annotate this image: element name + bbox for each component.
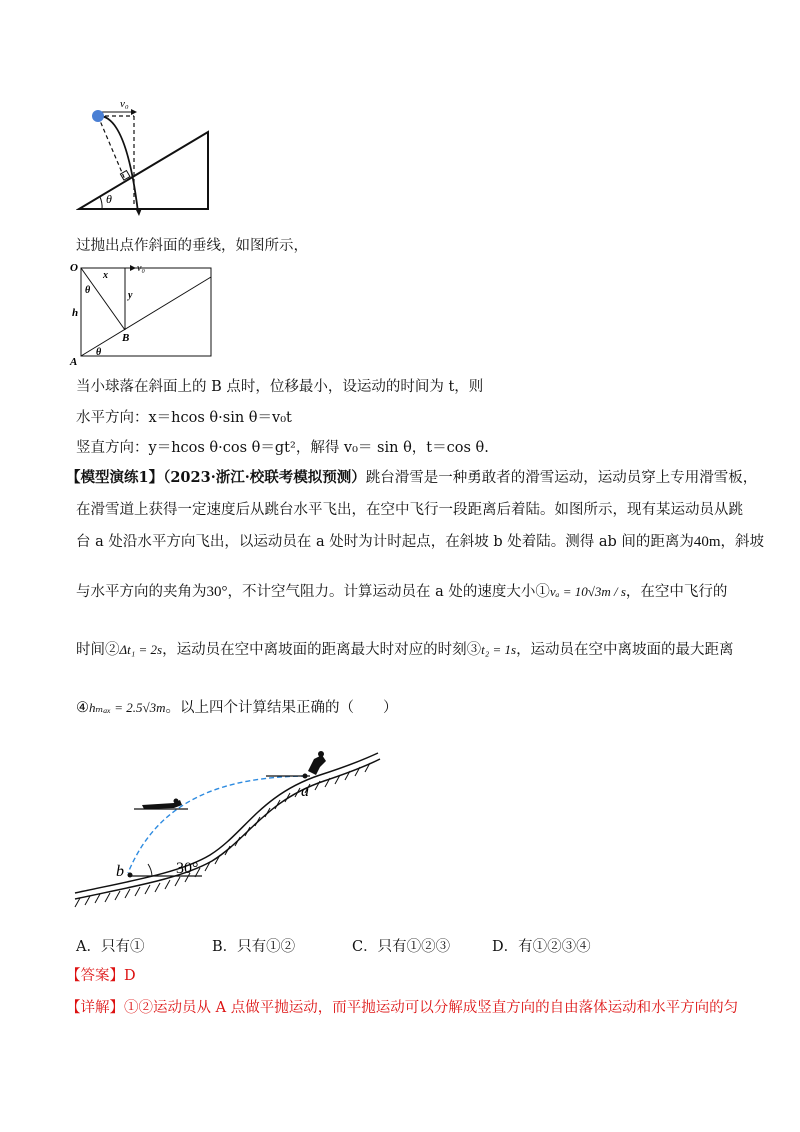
- detail-text: ①②运动员从 A 点做平抛运动，而平抛运动可以分解成竖直方向的自由落体运动和水平方向的匀: [124, 1000, 739, 1016]
- detail-tag: 【详解】: [66, 1000, 124, 1016]
- skier-flying-head: [174, 799, 179, 804]
- formula-velocity: vₐ = 10√3m / s: [549, 584, 626, 599]
- dashed-perpendicular: [98, 116, 126, 182]
- para-text-4b: ，不计空气阻力。计算运动员在 a 处的速度大小①: [227, 584, 550, 600]
- option-d[interactable]: D．有①②③④: [492, 939, 591, 955]
- para-text-5a: 时间②: [76, 642, 120, 658]
- angle-arc: [100, 197, 102, 209]
- text-line-1: 过抛出点作斜面的垂线，如图所示，: [76, 238, 308, 254]
- option-b[interactable]: B．只有①②: [212, 939, 296, 955]
- formula-time: Δt₁ = 2s: [119, 642, 163, 657]
- arrow-down: [135, 208, 142, 216]
- text-line-3: 水平方向：x＝hcos θ·sin θ＝v₀t: [76, 410, 292, 426]
- answer-value: D: [124, 968, 136, 984]
- paragraph-line-2: 在滑雪道上获得一定速度后从跳台水平飞出，在空中飞行一段距离后着陆。如图所示，现有某运动员从跳: [76, 502, 743, 518]
- para-text-3b: ，斜坡: [720, 534, 765, 550]
- paragraph-line-1: [66, 468, 757, 488]
- label-theta-1: θ: [106, 192, 112, 206]
- label-y: y: [128, 290, 133, 301]
- paragraph-line-5: [76, 640, 734, 660]
- skier-standing: [308, 755, 326, 775]
- white-mask: [82, 269, 210, 289]
- figure-geometry: [66, 257, 216, 367]
- text-line-4: 竖直方向：y＝hcos θ·cos θ＝gt²，解得 v₀＝ sin θ，t＝cos θ.: [76, 440, 489, 456]
- model-source: （2023·浙江·校联考模拟预测）: [163, 469, 366, 486]
- label-30deg: 30°: [176, 860, 199, 877]
- label-a: a: [301, 783, 309, 800]
- label-x: x: [103, 270, 108, 281]
- angle-arc-30: [148, 864, 152, 876]
- angle-value: 30°: [206, 584, 228, 600]
- label-B: B: [122, 332, 130, 344]
- figure-ski-jump: [70, 745, 390, 915]
- para-text-4c: ，在空中飞行的: [625, 584, 728, 600]
- label-h: h: [72, 307, 79, 319]
- para-text-4a: 与水平方向的夹角为: [76, 584, 207, 600]
- para-text-6b: 。以上四个计算结果正确的（ ）: [165, 700, 398, 716]
- label-v0-2: v₀: [137, 263, 145, 274]
- model-tag: 【模型演练1】: [66, 469, 164, 486]
- point-b: [128, 873, 133, 878]
- label-theta-2: θ: [85, 285, 91, 296]
- para-text-1: 跳台滑雪是一种勇敢者的滑雪运动，运动员穿上专用滑雪板，: [365, 470, 758, 486]
- distance-value: 40m: [693, 534, 721, 550]
- hatch-marks: [75, 763, 370, 907]
- label-O: O: [70, 262, 78, 274]
- answer-tag: 【答案】: [66, 968, 124, 984]
- label-A: A: [70, 356, 78, 367]
- skier-standing-head: [318, 751, 324, 757]
- formula-hmax: hₘₐₓ = 2.5√3m: [89, 700, 166, 715]
- text-line-2: 当小球落在斜面上的 B 点时，位移最小，设运动的时间为 t，则: [76, 379, 484, 395]
- para-text-5c: ，运动员在空中离坡面的最大距离: [516, 642, 734, 658]
- detail-line: [66, 998, 738, 1018]
- formula-time-2: t₂ = 1s: [481, 642, 517, 657]
- answer-line: [66, 966, 136, 986]
- paragraph-line-6: [76, 698, 398, 718]
- incline-triangle: [79, 132, 208, 209]
- option-a[interactable]: A．只有①: [76, 939, 145, 955]
- figure-incline-ball: [76, 94, 216, 219]
- arrow-v0-head: [131, 109, 137, 115]
- ball: [92, 110, 104, 122]
- paragraph-line-3: [76, 532, 764, 552]
- label-theta-3: θ: [96, 347, 102, 358]
- label-b: b: [116, 863, 124, 880]
- para-text-5b: ，运动员在空中离坡面的距离最大时对应的时刻③: [162, 642, 482, 658]
- para-text-6a: ④: [76, 700, 89, 716]
- label-v0: v₀: [120, 98, 129, 110]
- paragraph-line-4: [76, 582, 727, 602]
- para-text-3a: 台 a 处沿水平方向飞出，以运动员在 a 处时为计时起点，在斜坡 b 处着陆。测得 ab 间的距离为: [76, 534, 694, 550]
- option-c[interactable]: C．只有①②③: [352, 939, 451, 955]
- point-a: [303, 774, 308, 779]
